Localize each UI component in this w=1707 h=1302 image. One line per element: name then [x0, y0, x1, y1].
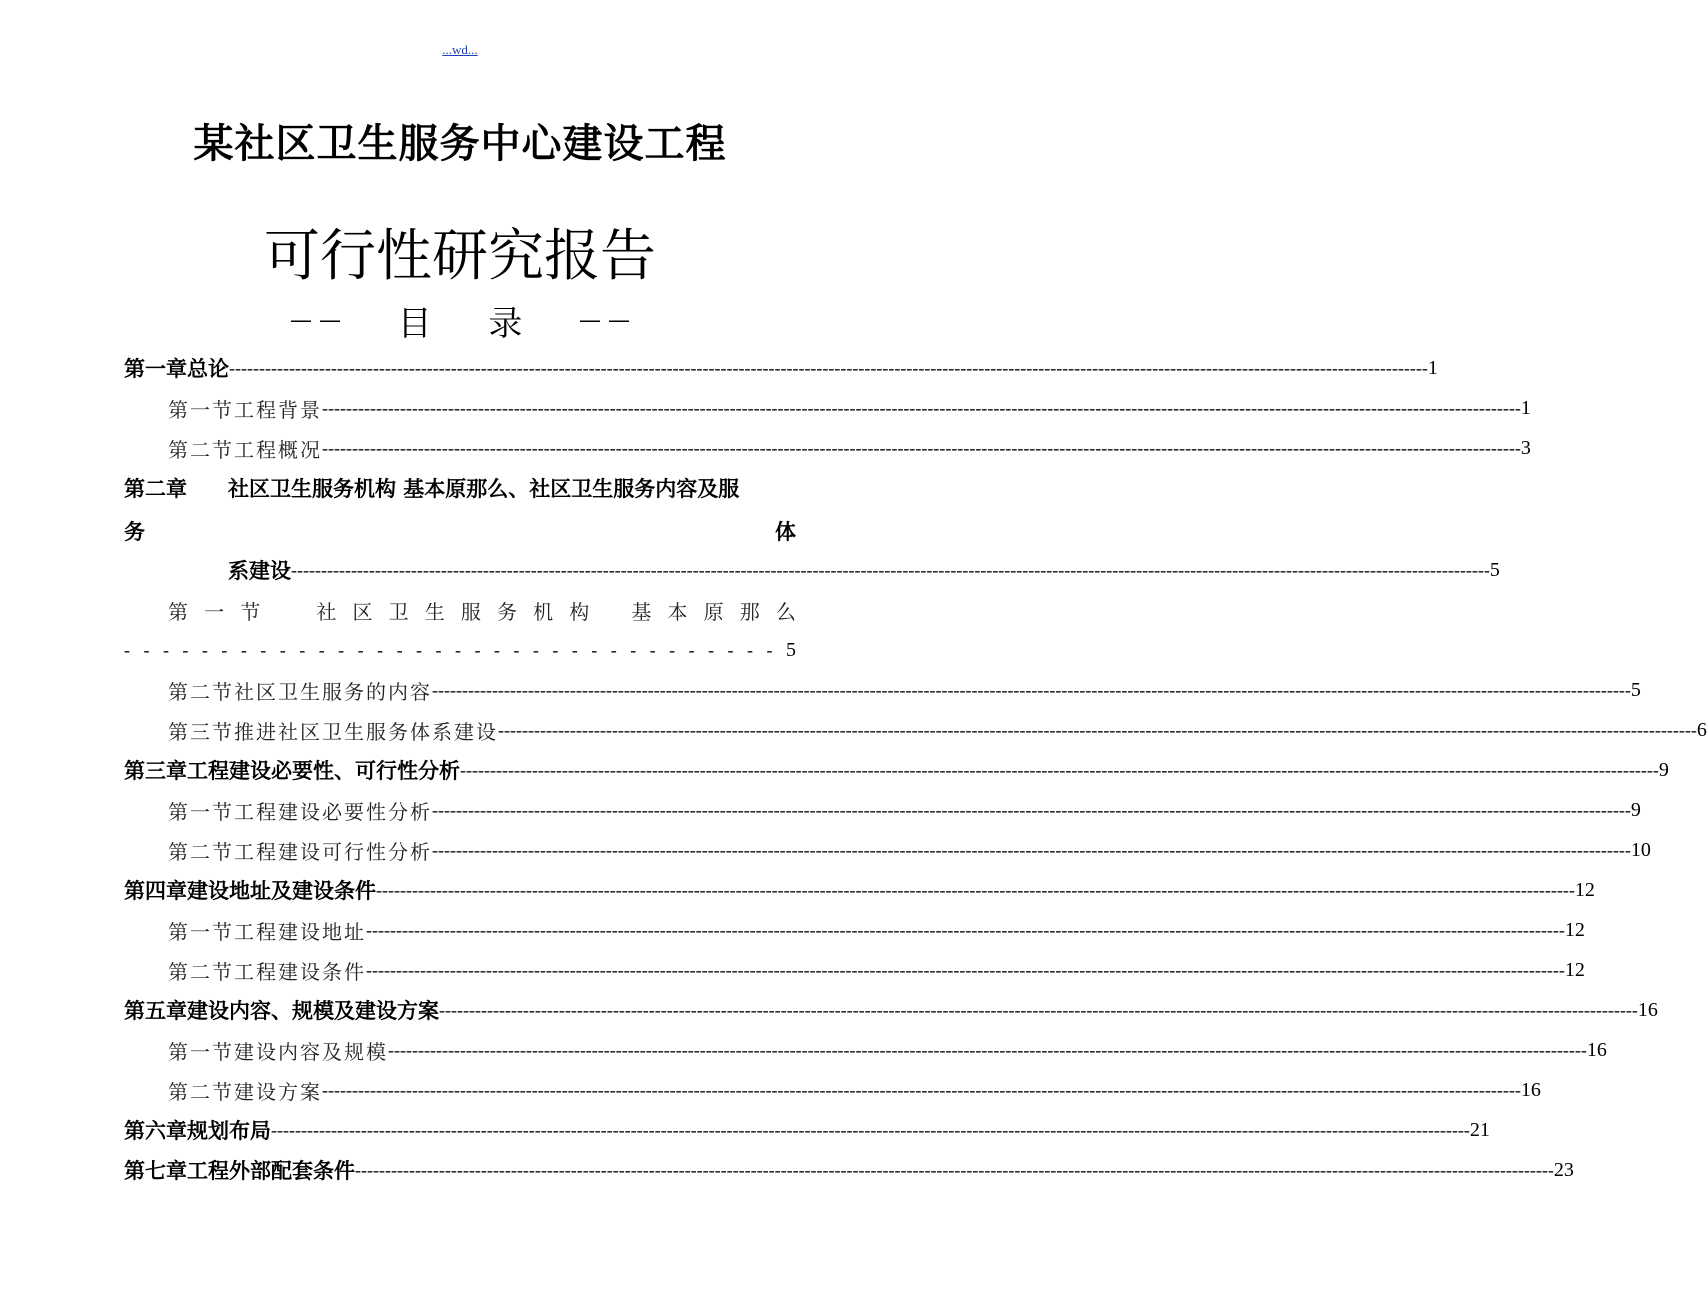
- toc-entry-page: 3: [1520, 436, 1531, 459]
- toc-leader: --------------------------------------------------------------------------------------------------------------------------------------------------------------------------------------------------------: [322, 437, 1521, 458]
- toc-section-entry[interactable]: [168, 790, 1641, 830]
- toc-entry-label: 第二章: [124, 477, 187, 501]
- toc-chapter-entry[interactable]: [124, 750, 1669, 790]
- toc-leader-dash: -: [377, 639, 384, 660]
- toc-entry-label: 第一节: [168, 397, 234, 422]
- toc-entry-title: 工程外部配套条件: [187, 1159, 355, 1183]
- toc-leader: --------------------------------------------------------------------------------------------------------------------------------------------------------------------------------------------------------: [229, 357, 1428, 378]
- toc-spaced-char: 一: [204, 599, 225, 624]
- toc-entry-label: 第七章: [124, 1159, 187, 1183]
- toc-entry-title: 建设内容及规模: [234, 1039, 388, 1064]
- toc-leader-dash: -: [299, 639, 306, 660]
- toc-leader-dash: -: [318, 639, 325, 660]
- toc-entry-label: 第一节: [168, 799, 234, 824]
- toc-leader-dash: -: [708, 639, 715, 660]
- toc-leader-dash: -: [610, 639, 617, 660]
- toc-entry-title: 规划布局: [187, 1119, 271, 1143]
- toc-entry-label: 第六章: [124, 1119, 187, 1143]
- toc-entry-label: 第二节: [168, 679, 234, 704]
- toc-entry-page: 12: [1564, 958, 1585, 981]
- toc-leader-dash: -: [357, 639, 364, 660]
- toc-entry-label: 第二节: [168, 839, 234, 864]
- toc-leader: --------------------------------------------------------------------------------------------------------------------------------------------------------------------------------------------------------: [432, 679, 1631, 700]
- toc-leader-dash: -: [727, 639, 734, 660]
- toc-chapter-entry-continued[interactable]: [228, 550, 1500, 590]
- toc-entry-title: 工程建设可行性分析: [234, 839, 432, 864]
- toc-leader-dash: -: [688, 639, 695, 660]
- toc-leader-dash: -: [260, 639, 267, 660]
- toc-entry-title: 建设地址及建设条件: [187, 879, 376, 903]
- toc-entry-page: 6: [1696, 718, 1707, 741]
- toc-leader-dash: -: [240, 639, 247, 660]
- toc-chapter-entry[interactable]: [124, 1150, 1574, 1190]
- toc-chapter-entry[interactable]: [124, 990, 1658, 1030]
- toc-entry-label: 第五章: [124, 999, 187, 1023]
- toc-entry-title-wrap: 体: [775, 520, 796, 544]
- toc-leader-dash: -: [182, 639, 189, 660]
- toc-leader-dash: -: [454, 639, 461, 660]
- toc-leader: --------------------------------------------------------------------------------------------------------------------------------------------------------------------------------------------------------: [432, 839, 1631, 860]
- toc-leader: --------------------------------------------------------------------------------------------------------------------------------------------------------------------------------------------------------: [388, 1039, 1587, 1060]
- toc-entry-page: 16: [1637, 998, 1658, 1021]
- toc-entry-label: 第二节: [168, 437, 234, 462]
- toc-entry-page: 9: [1630, 798, 1641, 821]
- toc-chapter-entry[interactable]: [124, 468, 796, 508]
- toc-section-entry[interactable]: [168, 710, 1707, 750]
- toc-entry-title-wrap: 务: [124, 520, 145, 544]
- toc-leader: --------------------------------------------------------------------------------------------------------------------------------------------------------------------------------------------------------: [291, 559, 1490, 580]
- toc-leader-dash: -: [532, 639, 539, 660]
- document-title: 某社区卫生服务中心建设工程: [193, 121, 727, 167]
- toc-entry-page: 16: [1520, 1078, 1541, 1101]
- toc-leader-dash: -: [591, 639, 598, 660]
- toc-leader: --------------------------------------------------------------------------------------------------------------------------------------------------------------------------------------------------------: [271, 1119, 1470, 1140]
- toc-leader-dash: -: [143, 639, 150, 660]
- toc-section-entry[interactable]: [168, 388, 1531, 428]
- toc-entry-page: 9: [1658, 758, 1669, 781]
- toc-section-entry[interactable]: [168, 830, 1651, 870]
- toc-section-entry[interactable]: [168, 428, 1531, 468]
- toc-leader-dash: -: [201, 639, 208, 660]
- toc-spaced-char: 机: [533, 599, 554, 624]
- toc-entry-title: 工程建设必要性、可行性分析: [187, 759, 460, 783]
- toc-leader-dash: -: [513, 639, 520, 660]
- toc-leader-dash: -: [571, 639, 578, 660]
- toc-section-entry[interactable]: [168, 1030, 1607, 1070]
- toc-leader-dash: -: [552, 639, 559, 660]
- toc-entry-title: 社区卫生服务机构 基本原那么、社区卫生服务内容及服: [228, 477, 740, 501]
- toc-heading-char: 目: [397, 304, 432, 344]
- toc-heading-char: 录: [488, 304, 523, 344]
- toc-section-entry[interactable]: [168, 670, 1641, 710]
- toc-leader: --------------------------------------------------------------------------------------------------------------------------------------------------------------------------------------------------------: [366, 959, 1565, 980]
- toc-entry-page: 21: [1469, 1118, 1490, 1141]
- toc-entry-title: 社区卫生服务的内容: [234, 679, 432, 704]
- toc-entry-label: 第三章: [124, 759, 187, 783]
- toc-entry-label: 第二节: [168, 959, 234, 984]
- toc-spaced-char: 卫: [388, 599, 409, 624]
- toc-leader-dash: -: [396, 639, 403, 660]
- toc-spaced-char: 区: [352, 599, 373, 624]
- toc-entry-page: 5: [1489, 558, 1500, 581]
- toc-leader-dash: -: [474, 639, 481, 660]
- toc-entry-title: 工程建设条件: [234, 959, 366, 984]
- toc-leader-dash: -: [221, 639, 228, 660]
- toc-entry-label: 第四章: [124, 879, 187, 903]
- toc-entry-label: 第一节: [168, 919, 234, 944]
- toc-spaced-char: 务: [497, 599, 517, 624]
- toc-entry-page: 16: [1586, 1038, 1607, 1061]
- toc-section-entry-spaced[interactable]: [168, 590, 796, 630]
- toc-entry-title: 总论: [187, 357, 229, 381]
- toc-entry-title: 工程概况: [234, 437, 322, 462]
- toc-entry-page: 1: [1520, 396, 1531, 419]
- toc-leader: --------------------------------------------------------------------------------------------------------------------------------------------------------------------------------------------------------: [376, 879, 1575, 900]
- toc-section-entry[interactable]: [168, 950, 1585, 990]
- toc-spaced-char: 服: [460, 599, 481, 624]
- toc-entry-label: 第一章: [124, 357, 187, 381]
- toc-spaced-char: 第: [168, 599, 188, 624]
- toc-leader-dash: -: [630, 639, 637, 660]
- toc-entry-page: 5: [785, 638, 796, 661]
- toc-entry-title: 建设内容、规模及建设方案: [187, 999, 439, 1023]
- toc-entry-page: 1: [1427, 356, 1438, 379]
- toc-spaced-char: 么: [775, 599, 796, 624]
- toc-entry-label: 第三节: [168, 719, 234, 744]
- header-mark: ...wd...: [442, 42, 478, 57]
- toc-leader-spaced: [124, 630, 796, 670]
- toc-leader-dash: -: [747, 639, 753, 660]
- toc-entry-page: 12: [1574, 878, 1595, 901]
- toc-leader: --------------------------------------------------------------------------------------------------------------------------------------------------------------------------------------------------------: [355, 1159, 1554, 1180]
- toc-leader-dash: -: [669, 639, 676, 660]
- toc-entry-title: 工程建设地址: [234, 919, 366, 944]
- document-subtitle: 可行性研究报告: [264, 224, 656, 289]
- toc-leader-dash: -: [162, 639, 169, 660]
- toc-heading-dash-left: — —: [290, 308, 341, 333]
- toc-entry-page: 12: [1564, 918, 1585, 941]
- toc-heading-dash-right: — —: [578, 308, 630, 333]
- toc-leader-dash: -: [435, 639, 442, 660]
- toc-leader-dash: -: [279, 639, 286, 660]
- toc-entry-page: 10: [1630, 838, 1651, 861]
- toc-entry-label: 第一节: [168, 1039, 234, 1064]
- toc-chapter-entry[interactable]: [124, 870, 1595, 910]
- toc-spaced-char: 基: [631, 599, 652, 624]
- toc-entry-label: 第二节: [168, 1079, 234, 1104]
- toc-leader-dash: -: [416, 639, 423, 660]
- toc-chapter-entry[interactable]: [124, 1110, 1490, 1150]
- toc-leader: --------------------------------------------------------------------------------------------------------------------------------------------------------------------------------------------------------: [322, 1079, 1521, 1100]
- toc-spaced-char: 构: [569, 599, 590, 624]
- toc-leader-dash: -: [124, 639, 130, 660]
- toc-entry-title: 推进社区卫生服务体系建设: [234, 719, 498, 744]
- toc-leader-dash: -: [766, 639, 773, 660]
- toc-heading: [290, 296, 630, 345]
- toc-spaced-char: 本: [667, 599, 688, 624]
- toc-entry-title: 系建设: [228, 559, 291, 583]
- toc-entry-title: 工程背景: [234, 397, 322, 422]
- toc-section-entry[interactable]: [168, 910, 1585, 950]
- toc-spaced-char: 生: [424, 599, 445, 624]
- toc-leader: --------------------------------------------------------------------------------------------------------------------------------------------------------------------------------------------------------: [322, 397, 1521, 418]
- toc-spaced-char: 那: [739, 599, 760, 624]
- toc-leader-dash: -: [649, 639, 656, 660]
- toc-entry-page: 5: [1630, 678, 1641, 701]
- toc-entry-page: 23: [1553, 1158, 1574, 1181]
- toc-chapter-wrap-line: [124, 508, 796, 548]
- toc-leader-dash: -: [338, 639, 345, 660]
- toc-spaced-char: 社: [316, 599, 337, 624]
- toc-leader-dash: -: [493, 639, 500, 660]
- toc-spaced-char: 原: [703, 599, 724, 624]
- toc-entry-title: 工程建设必要性分析: [234, 799, 432, 824]
- toc-leader: --------------------------------------------------------------------------------------------------------------------------------------------------------------------------------------------------------: [439, 999, 1638, 1020]
- toc-spaced-char: 节: [240, 599, 261, 624]
- toc-leader: --------------------------------------------------------------------------------------------------------------------------------------------------------------------------------------------------------: [460, 759, 1659, 780]
- toc-leader: --------------------------------------------------------------------------------------------------------------------------------------------------------------------------------------------------------: [366, 919, 1565, 940]
- toc-chapter-entry[interactable]: [124, 348, 1438, 388]
- toc-entry-title: 建设方案: [234, 1079, 322, 1104]
- toc-leader: --------------------------------------------------------------------------------------------------------------------------------------------------------------------------------------------------------: [498, 719, 1697, 740]
- toc-section-entry[interactable]: [168, 1070, 1541, 1110]
- toc-leader: --------------------------------------------------------------------------------------------------------------------------------------------------------------------------------------------------------: [432, 799, 1631, 820]
